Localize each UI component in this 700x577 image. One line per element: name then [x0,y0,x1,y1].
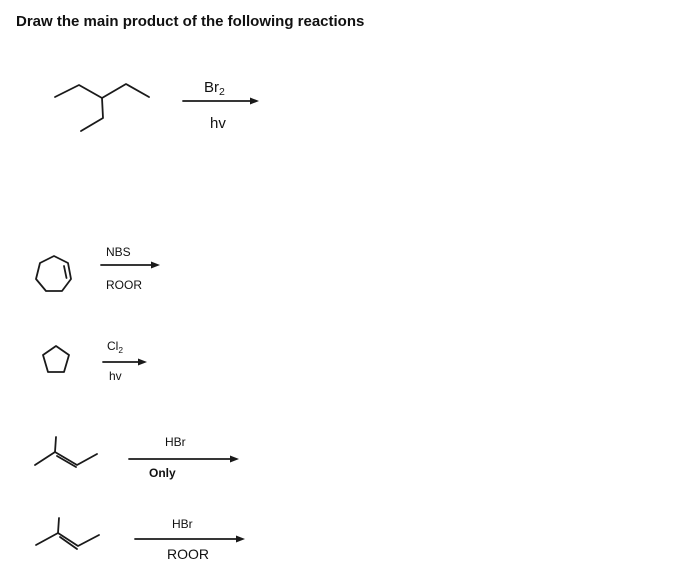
substrate-4-double-bond [57,456,76,467]
substrate-2-methyl-2-butene-4 [35,452,97,465]
arrowhead-4 [230,456,239,463]
condition-roor-5: ROOR [167,546,209,562]
reagent-br2: $Br_2$ [204,79,225,98]
question-heading: Draw the main product of the following reactions [16,13,365,30]
reagent-cl2: $Cl_2$ [107,339,124,355]
condition-roor-2: ROOR [106,278,142,292]
condition-hv-3: hv [109,369,122,383]
substrate-2-methyl-2-butene-5 [36,533,99,546]
substrate-5-methyl [58,518,59,533]
cycloheptene-double-bond [64,266,67,278]
condition-only: Only [149,466,176,480]
arrowhead-1 [250,98,259,105]
substrate-3-methylpentane-branch [81,98,103,131]
arrowhead-3 [138,359,147,366]
substrate-4-methyl [55,437,56,452]
reagent-nbs: NBS [106,245,131,259]
condition-hv-1: hv [210,115,226,132]
substrate-3-methylpentane [55,84,149,98]
arrowhead-2 [151,262,160,269]
reagent-hbr-5: HBr [172,517,193,531]
substrate-cyclopentane [43,346,69,372]
reagent-hbr-4: HBr [165,435,186,449]
arrowhead-5 [236,536,245,543]
